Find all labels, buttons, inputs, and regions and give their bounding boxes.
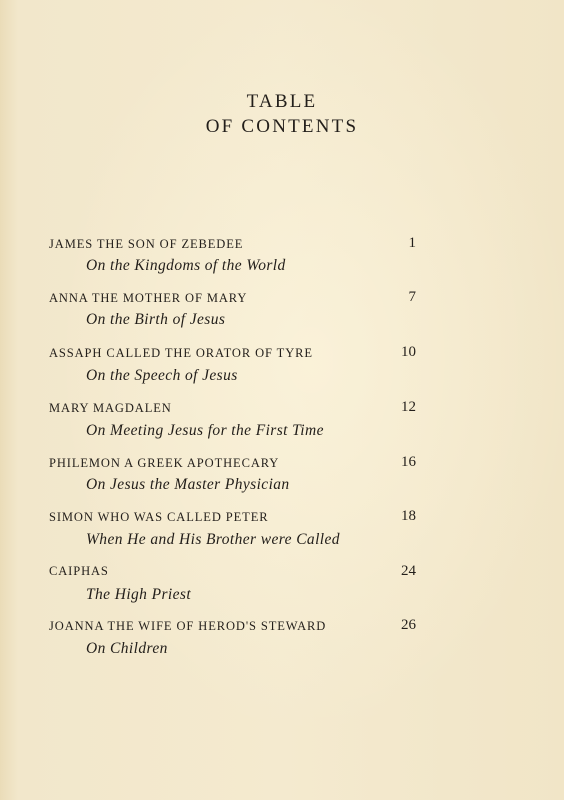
toc-entry-page-number: 10 [401,344,416,360]
toc-entry-page-number: 1 [408,235,416,251]
toc-entry-heading: PHILEMON A GREEK APOTHECARY [49,456,280,470]
toc-entry-subtitle: On the Birth of Jesus [86,311,226,328]
toc-entry-heading: CAIPHAS [49,564,109,578]
toc-entry-subtitle: On Meeting Jesus for the First Time [86,422,324,439]
toc-entry-page-number: 18 [401,508,416,524]
page-title-line-2: OF CONTENTS [205,116,359,137]
toc-entry-subtitle: On Children [86,640,168,657]
toc-entry-subtitle: The High Priest [86,586,192,603]
toc-entry-subtitle: When He and His Brother were Called [86,531,340,548]
toc-entry-subtitle: On Jesus the Master Physician [86,476,290,493]
toc-entry-subtitle: On the Speech of Jesus [86,367,238,384]
toc-entry-heading: MARY MAGDALEN [49,401,172,415]
toc-entry-heading: JAMES THE SON OF ZEBEDEE [49,237,244,251]
toc-entry-heading: ASSAPH CALLED THE ORATOR OF TYRE [49,346,313,360]
toc-entry-heading: SIMON WHO WAS CALLED PETER [49,510,269,524]
toc-entry-page-number: 26 [401,617,416,633]
toc-entry-subtitle: On the Kingdoms of the World [86,257,286,274]
toc-entry-page-number: 7 [408,289,416,305]
toc-entry-heading: JOANNA THE WIFE OF HEROD'S STEWARD [49,619,327,633]
toc-entry-heading: ANNA THE MOTHER OF MARY [49,291,248,305]
page-title-line-1: TABLE [246,91,318,112]
toc-entry-page-number: 16 [401,454,416,470]
toc-entry-page-number: 12 [401,399,416,415]
toc-entry-page-number: 24 [401,563,416,579]
